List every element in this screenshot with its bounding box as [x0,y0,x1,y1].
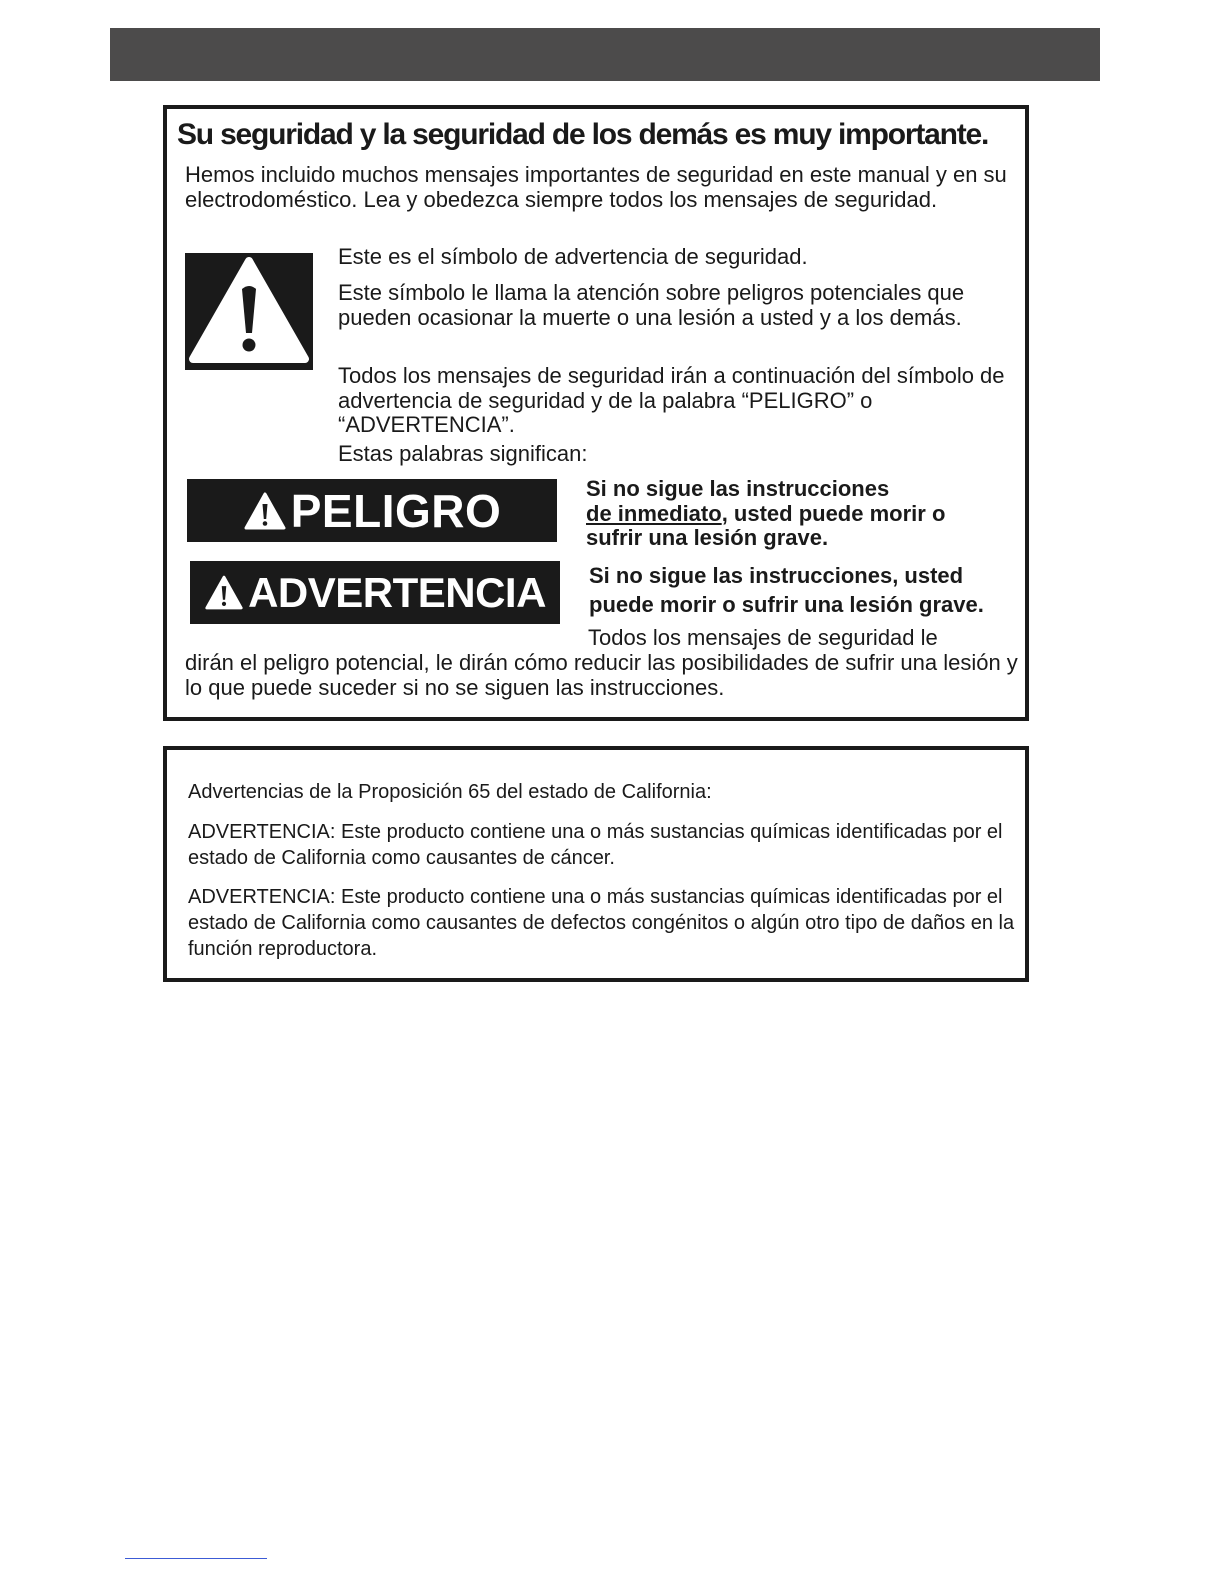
danger-definition: Si no sigue las instrucciones de inmediato, usted puede morir o sufrir una lesión grave. [586,476,946,550]
warning-signal-label [190,561,560,624]
danger-label-text: PELIGRO [290,484,502,537]
warning-triangle-icon [204,574,244,611]
prop65-warning-reproductive: ADVERTENCIA: Este producto contiene una o más sustancias químicas identificadas por el estado de California como causantes de defectos congénitos o algún otro tipo de daños en la función reproductora. [188,886,1015,960]
safety-title: Su seguridad y la seguridad de los demás es muy importante. [177,118,989,151]
prop65-warning-cancer: ADVERTENCIA: Este producto contiene una o más sustancias químicas identificadas por el estado de California como causantes de cáncer. [188,821,1003,869]
warning-label-text: ADVERTENCIA [248,568,546,616]
danger-signal-label [187,479,557,542]
safety-box [163,105,1029,721]
warning-triangle-icon [185,253,313,370]
closing-text-2: dirán el peligro potencial, le dirán cómo reducir las posibilidades de sufrir una lesión y lo que puede suceder si no se siguen las instrucciones. [185,650,1018,700]
prop65-heading: Advertencias de la Proposición 65 del estado de California: [188,781,712,803]
symbol-description-4: Estas palabras significan: [338,441,588,466]
safety-intro: Hemos incluido muchos mensajes importantes de seguridad en este manual y en su electrodoméstico. Lea y obedezca siempre todos los mensajes de seguridad. [185,162,1007,212]
symbol-description-1: Este es el símbolo de advertencia de seguridad. [338,244,808,269]
closing-text-1: Todos los mensajes de seguridad le [588,625,938,650]
warning-definition: Si no sigue las instrucciones, usted puede morir o sufrir una lesión grave. [589,563,984,617]
symbol-description-3: Todos los mensajes de seguridad irán a continuación del símbolo de advertencia de seguridad y de la palabra “PELIGRO” o “ADVERTENCIA”. [338,363,1005,437]
prop65-box [163,746,1029,982]
footer-rule [125,1558,267,1559]
header-bar [110,28,1100,81]
warning-triangle-icon [243,491,287,531]
symbol-description-2: Este símbolo le llama la atención sobre peligros potenciales que pueden ocasionar la muerte o una lesión a usted y a los demás. [338,280,965,330]
